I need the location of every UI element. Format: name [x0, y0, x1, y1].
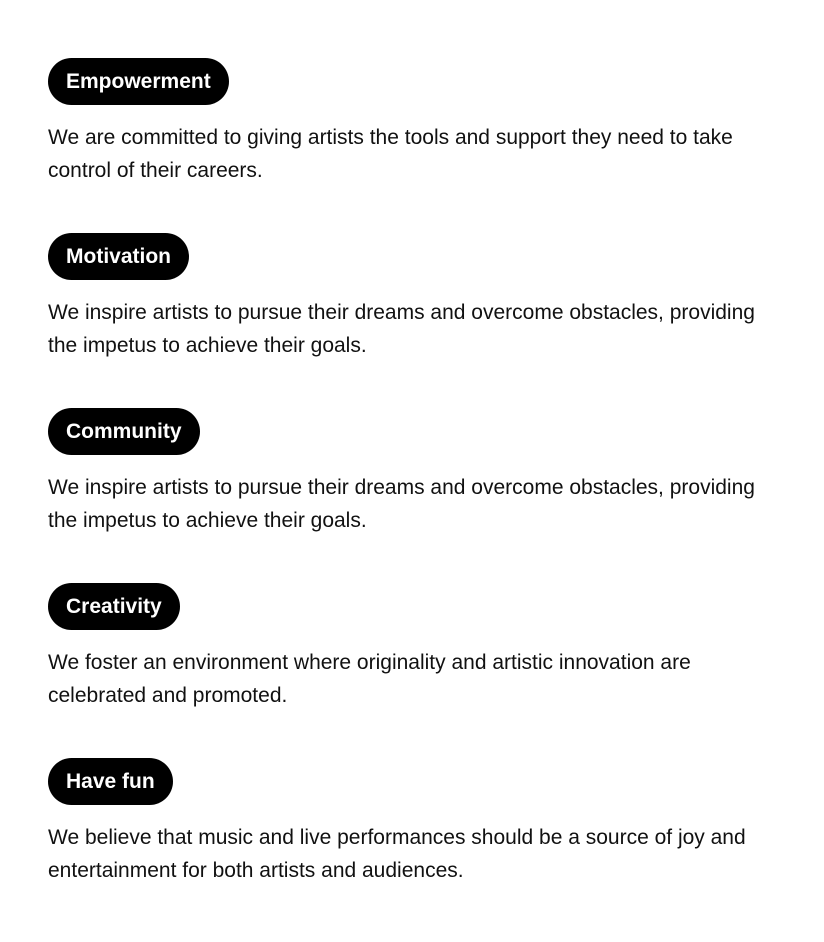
value-item-community	[48, 408, 824, 537]
value-item-creativity	[48, 583, 824, 712]
value-title-badge: Have fun	[48, 758, 173, 805]
value-item-empowerment	[48, 58, 824, 187]
value-description: We inspire artists to pursue their dreams and overcome obstacles, providing the impetus to achieve their goals.	[48, 301, 755, 357]
value-title-badge: Creativity	[48, 583, 180, 630]
value-title-badge: Empowerment	[48, 58, 229, 105]
value-description: We inspire artists to pursue their dreams and overcome obstacles, providing the impetus to achieve their goals.	[48, 476, 755, 532]
value-description: We believe that music and live performances should be a source of joy and entertainment for both artists and audiences.	[48, 826, 746, 882]
value-item-motivation	[48, 233, 824, 362]
value-description: We foster an environment where originality and artistic innovation are celebrated and promoted.	[48, 651, 691, 707]
value-item-have-fun	[48, 758, 824, 887]
value-description: We are committed to giving artists the tools and support they need to take control of their careers.	[48, 126, 733, 182]
value-title-badge: Community	[48, 408, 200, 455]
value-title-badge: Motivation	[48, 233, 189, 280]
